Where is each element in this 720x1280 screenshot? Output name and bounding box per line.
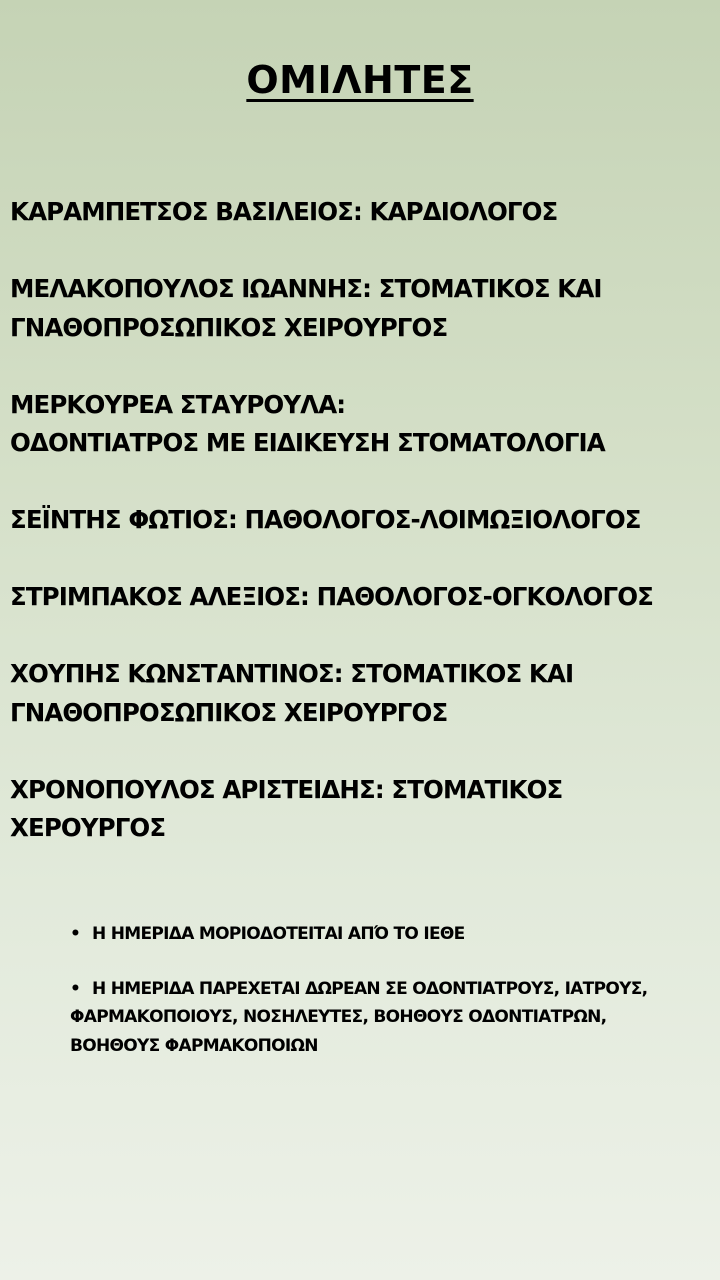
notes-list xyxy=(70,920,690,1086)
speaker-line: ΣΤΡΙΜΠΑΚΟΣ ΑΛΕΞΙΟΣ: ΠΑΘΟΛΟΓΟΣ-ΟΓΚΟΛΟΓΟΣ xyxy=(10,582,653,611)
speaker-entry xyxy=(10,270,710,347)
speaker-entry xyxy=(10,655,710,732)
speaker-line: ΜΕΛΑΚΟΠΟΥΛΟΣ ΙΩΑΝΝΗΣ: ΣΤΟΜΑΤΙΚΟΣ ΚΑΙ xyxy=(10,274,602,303)
speaker-list xyxy=(10,193,710,886)
speaker-line: ΣΕΪΝΤΗΣ ΦΩΤΙΟΣ: ΠΑΘΟΛΟΓΟΣ-ΛΟΙΜΩΞΙΟΛΟΓΟΣ xyxy=(10,505,641,534)
bullet-icon: • xyxy=(70,978,81,999)
speaker-entry xyxy=(10,771,710,848)
note-item xyxy=(70,920,690,949)
speaker-entry xyxy=(10,193,710,232)
speaker-line: ΚΑΡΑΜΠΕΤΣΟΣ ΒΑΣΙΛΕΙΟΣ: ΚΑΡΔΙΟΛΟΓΟΣ xyxy=(10,197,558,226)
speaker-line: ΧΡΟΝΟΠΟΥΛΟΣ ΑΡΙΣΤΕΙΔΗΣ: ΣΤΟΜΑΤΙΚΟΣ xyxy=(10,774,563,804)
speaker-entry xyxy=(10,578,710,617)
note-item xyxy=(70,975,690,1061)
speaker-entry xyxy=(10,501,710,540)
speaker-line: ΧΕΡΟΥΡΓΟΣ xyxy=(10,813,166,842)
speaker-line: ΟΔΟΝΤΙΑΤΡΟΣ ΜΕ ΕΙΔΙΚΕΥΣΗ ΣΤΟΜΑΤΟΛΟΓΙΑ xyxy=(10,428,605,457)
note-text: Η ΗΜΕΡΙΔΑ ΠΑΡΕΧΕΤΑΙ ΔΩΡΕΑΝ ΣΕ ΟΔΟΝΤΙΑΤΡΟΥΣ, ΙΑΤΡΟΥΣ, ΦΑΡΜΑΚΟΠΟΙΟΥΣ, ΝΟΣΗΛΕΥΤΕΣ, ΒΟΗΘΟΥΣ ΟΔΟΝΤΙΑΤΡΩΝ, ΒΟΗΘΟΥΣ ΦΑΡΜΑΚΟΠΟΙΩΝ xyxy=(70,978,648,1056)
page-title: ΟΜΙΛΗΤΕΣ xyxy=(246,58,474,102)
speaker-entry xyxy=(10,386,710,463)
page-title-container xyxy=(0,58,720,102)
speaker-line: ΧΟΥΠΗΣ ΚΩΝΣΤΑΝΤΙΝΟΣ: ΣΤΟΜΑΤΙΚΟΣ ΚΑΙ xyxy=(10,659,574,688)
bullet-icon: • xyxy=(70,924,81,944)
note-text: Η ΗΜΕΡΙΔΑ ΜΟΡΙΟΔΟΤΕΙΤΑΙ ΑΠΌ ΤΟ ΙΕΘΕ xyxy=(92,924,465,944)
speaker-line: ΜΕΡΚΟΥΡΕΑ ΣΤΑΥΡΟΥΛΑ: xyxy=(10,389,346,419)
speaker-line: ΓΝΑΘΟΠΡΟΣΩΠΙΚΟΣ ΧΕΙΡΟΥΡΓΟΣ xyxy=(10,312,448,342)
speaker-line: ΓΝΑΘΟΠΡΟΣΩΠΙΚΟΣ ΧΕΙΡΟΥΡΓΟΣ xyxy=(10,697,448,727)
